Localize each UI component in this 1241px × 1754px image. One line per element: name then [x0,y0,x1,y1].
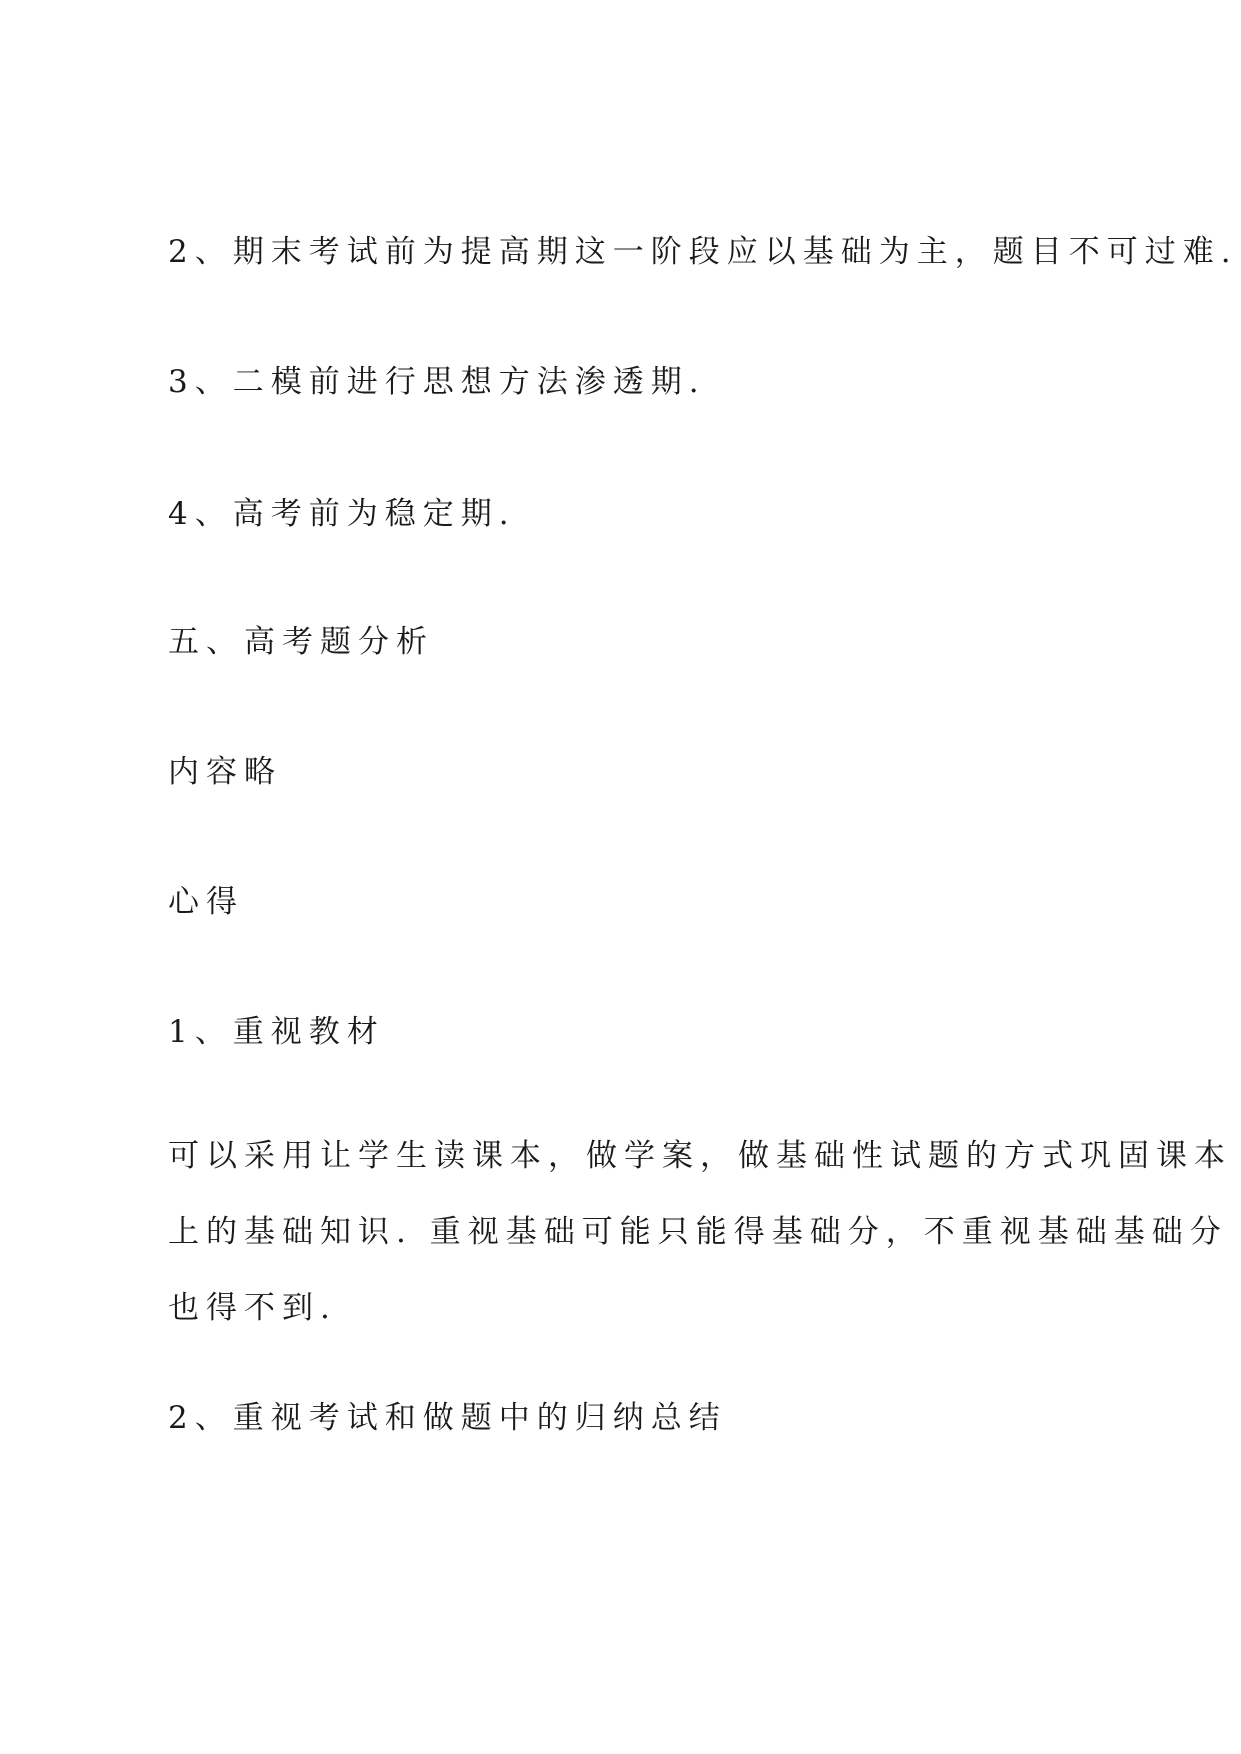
body-paragraph [168,1118,1232,1346]
section-heading: 心得 [168,884,244,920]
list-item: 2、重视考试和做题中的归纳总结 [168,1400,727,1436]
paragraph-line: 上的基础知识. 重视基础可能只能得基础分，不重视基础基础分 [168,1214,1228,1250]
list-item: 4、高考前为稳定期. [168,496,516,532]
section-heading: 五、高考题分析 [168,624,434,660]
paragraph-line: 也得不到. [168,1290,337,1326]
list-item: 2、期末考试前为提高期这一阶段应以基础为主，题目不可过难. [168,234,1238,270]
paragraph-line: 可以采用让学生读课本，做学案，做基础性试题的方式巩固课本 [168,1138,1232,1174]
body-text: 内容略 [168,754,282,790]
list-item: 1、重视教材 [168,1014,385,1050]
list-item: 3、二模前进行思想方法渗透期. [168,364,706,400]
